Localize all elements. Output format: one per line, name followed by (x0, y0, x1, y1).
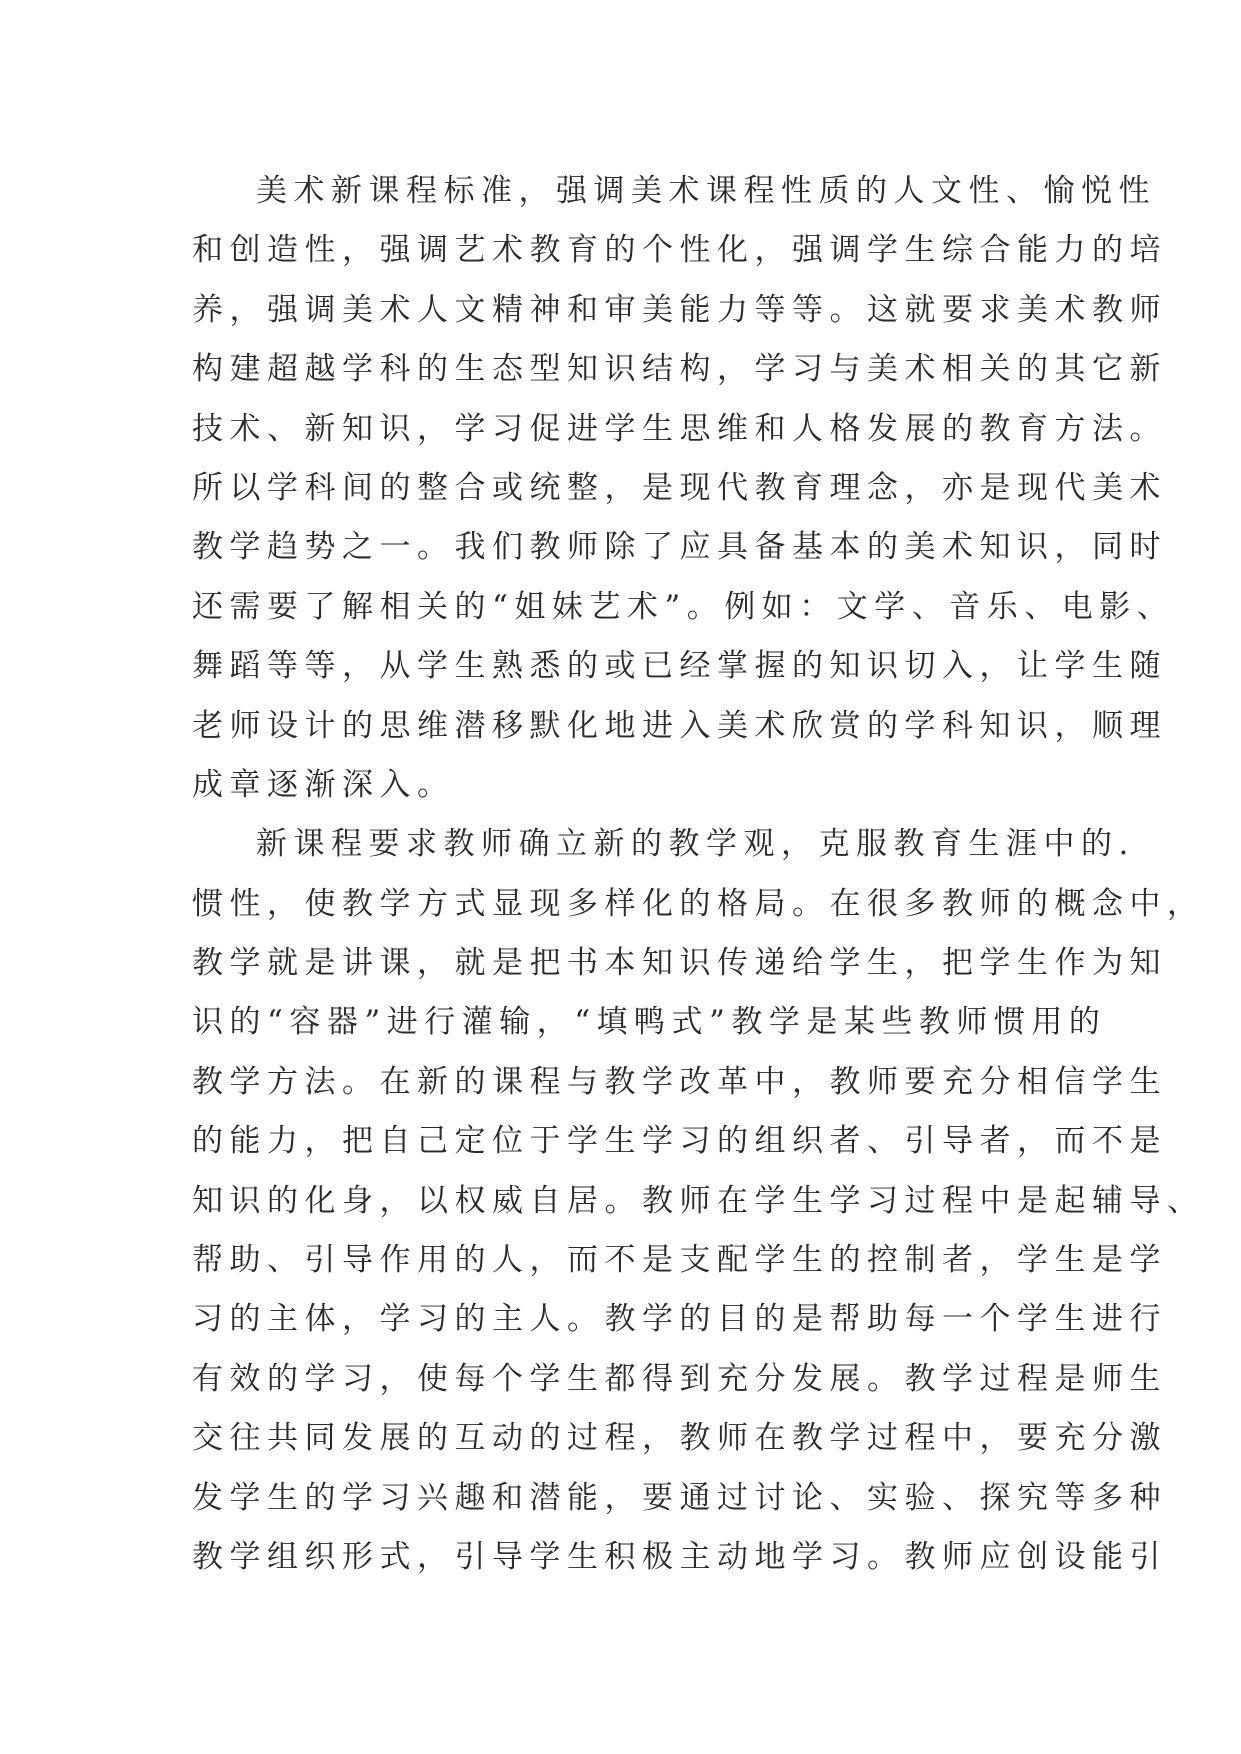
paragraph-1 (192, 162, 1175, 815)
paragraph-line: 识的“容器”进行灌输，“填鸭式”教学是某些教师惯用的 (192, 1004, 1107, 1041)
paragraph-line: 有效的学习，使每个学生都得到充分发展。教学过程是师生 (192, 1360, 1167, 1397)
paragraph-line: 习的主体，学习的主人。教学的目的是帮助每一个学生进行 (192, 1301, 1167, 1338)
paragraph-line: 的能力，把自己定位于学生学习的组织者、引导者，而不是 (192, 1123, 1167, 1160)
body-text (192, 162, 1205, 1587)
paragraph-line: 和创造性，强调艺术教育的个性化，强调学生综合能力的培 (192, 232, 1167, 269)
paragraph-line: 教学就是讲课，就是把书本知识传递给学生，把学生作为知 (192, 945, 1167, 982)
paragraph-line: 所以学科间的整合或统整，是现代教育理念，亦是现代美术 (192, 469, 1167, 506)
paragraph-line: 养，强调美术人文精神和审美能力等等。这就要求美术教师 (192, 291, 1167, 328)
paragraph-line: 教学组织形式，引导学生积极主动地学习。教师应创设能引 (192, 1538, 1167, 1575)
paragraph-line: 教学方法。在新的课程与教学改革中，教师要充分相信学生 (192, 1063, 1167, 1100)
paragraph-line: 美术新课程标准，强调美术课程性质的人文性、愉悦性 (256, 173, 1156, 209)
paragraph-line: 交往共同发展的互动的过程，教师在教学过程中，要充分激 (192, 1420, 1167, 1457)
paragraph-line: 惯性，使教学方式显现多样化的格局。在很多教师的概念中， (192, 885, 1205, 922)
paragraph-2 (192, 815, 1205, 1587)
paragraph-line: 技术、新知识，学习促进学生思维和人格发展的教育方法。 (192, 410, 1167, 447)
paragraph-line: 舞蹈等等，从学生熟悉的或已经掌握的知识切入，让学生随 (192, 648, 1167, 685)
paragraph-line: 成章逐渐深入。 (192, 766, 455, 803)
paragraph-line: 帮助、引导作用的人，而不是支配学生的控制者，学生是学 (192, 1242, 1167, 1279)
paragraph-line: 教学趋势之一。我们教师除了应具备基本的美术知识，同时 (192, 529, 1167, 566)
paragraph-line: 发学生的学习兴趣和潜能，要通过讨论、实验、探究等多种 (192, 1479, 1167, 1516)
paragraph-line: 构建超越学科的生态型知识结构，学习与美术相关的其它新 (192, 351, 1167, 388)
paragraph-line: 新课程要求教师确立新的教学观，克服教育生涯中的. (256, 826, 1135, 863)
paragraph-line: 知识的化身，以权威自居。教师在学生学习过程中是起辅导、 (192, 1182, 1205, 1219)
paragraph-line: 还需要了解相关的“姐妹艺术”。例如：文学、音乐、电影、 (192, 588, 1175, 625)
paragraph-line: 老师设计的思维潜移默化地进入美术欣赏的学科知识，顺理 (192, 707, 1167, 744)
